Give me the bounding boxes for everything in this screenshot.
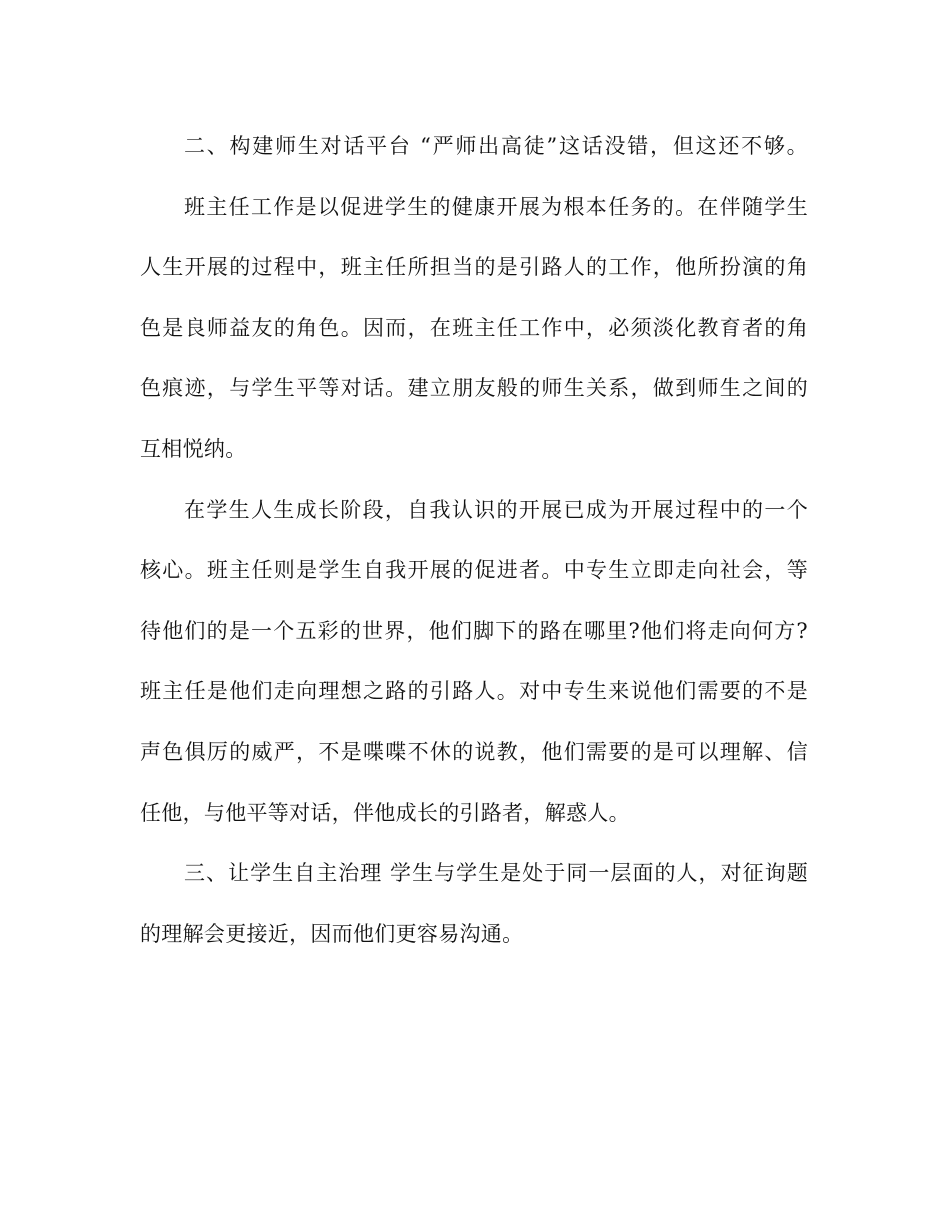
paragraph-line: 声色俱厉的威严，不是喋喋不休的说教，他们需要的是可以理解、信 — [140, 739, 808, 764]
body-text — [140, 118, 808, 966]
paragraph-line: 班主任是他们走向理想之路的引路人。对中专生来说他们需要的不是 — [140, 679, 808, 704]
paragraph-line: 色痕迹，与学生平等对话。建立朋友般的师生关系，做到师生之间的 — [140, 376, 808, 401]
paragraph-line: 互相悦纳。 — [140, 436, 247, 461]
paragraph-line: 待他们的是一个五彩的世界，他们脚下的路在哪里?他们将走向何方? — [140, 618, 808, 643]
paragraph-line: 核心。班主任则是学生自我开展的促进者。中专生立即走向社会，等 — [140, 558, 808, 583]
paragraph-line: 二、构建师生对话平台 “严师出高徒”这话没错，但这还不够。 — [184, 134, 808, 158]
paragraph-line: 班主任工作是以促进学生的健康开展为根本任务的。在伴随学生 — [184, 194, 808, 219]
paragraph-line: 人生开展的过程中，班主任所担当的是引路人的工作，他所扮演的角 — [140, 255, 808, 280]
paragraph-line: 的理解会更接近，因而他们更容易沟通。 — [140, 921, 524, 946]
paragraph-line: 任他，与他平等对话，伴他成长的引路者，解惑人。 — [140, 800, 630, 825]
paragraph-line: 三、让学生自主治理 学生与学生是处于同一层面的人，对征询题 — [184, 861, 808, 886]
paragraph-line: 在学生人生成长阶段，自我认识的开展已成为开展过程中的一个 — [184, 497, 808, 522]
paragraph-line: 色是良师益友的角色。因而，在班主任工作中，必须淡化教育者的角 — [140, 315, 808, 340]
